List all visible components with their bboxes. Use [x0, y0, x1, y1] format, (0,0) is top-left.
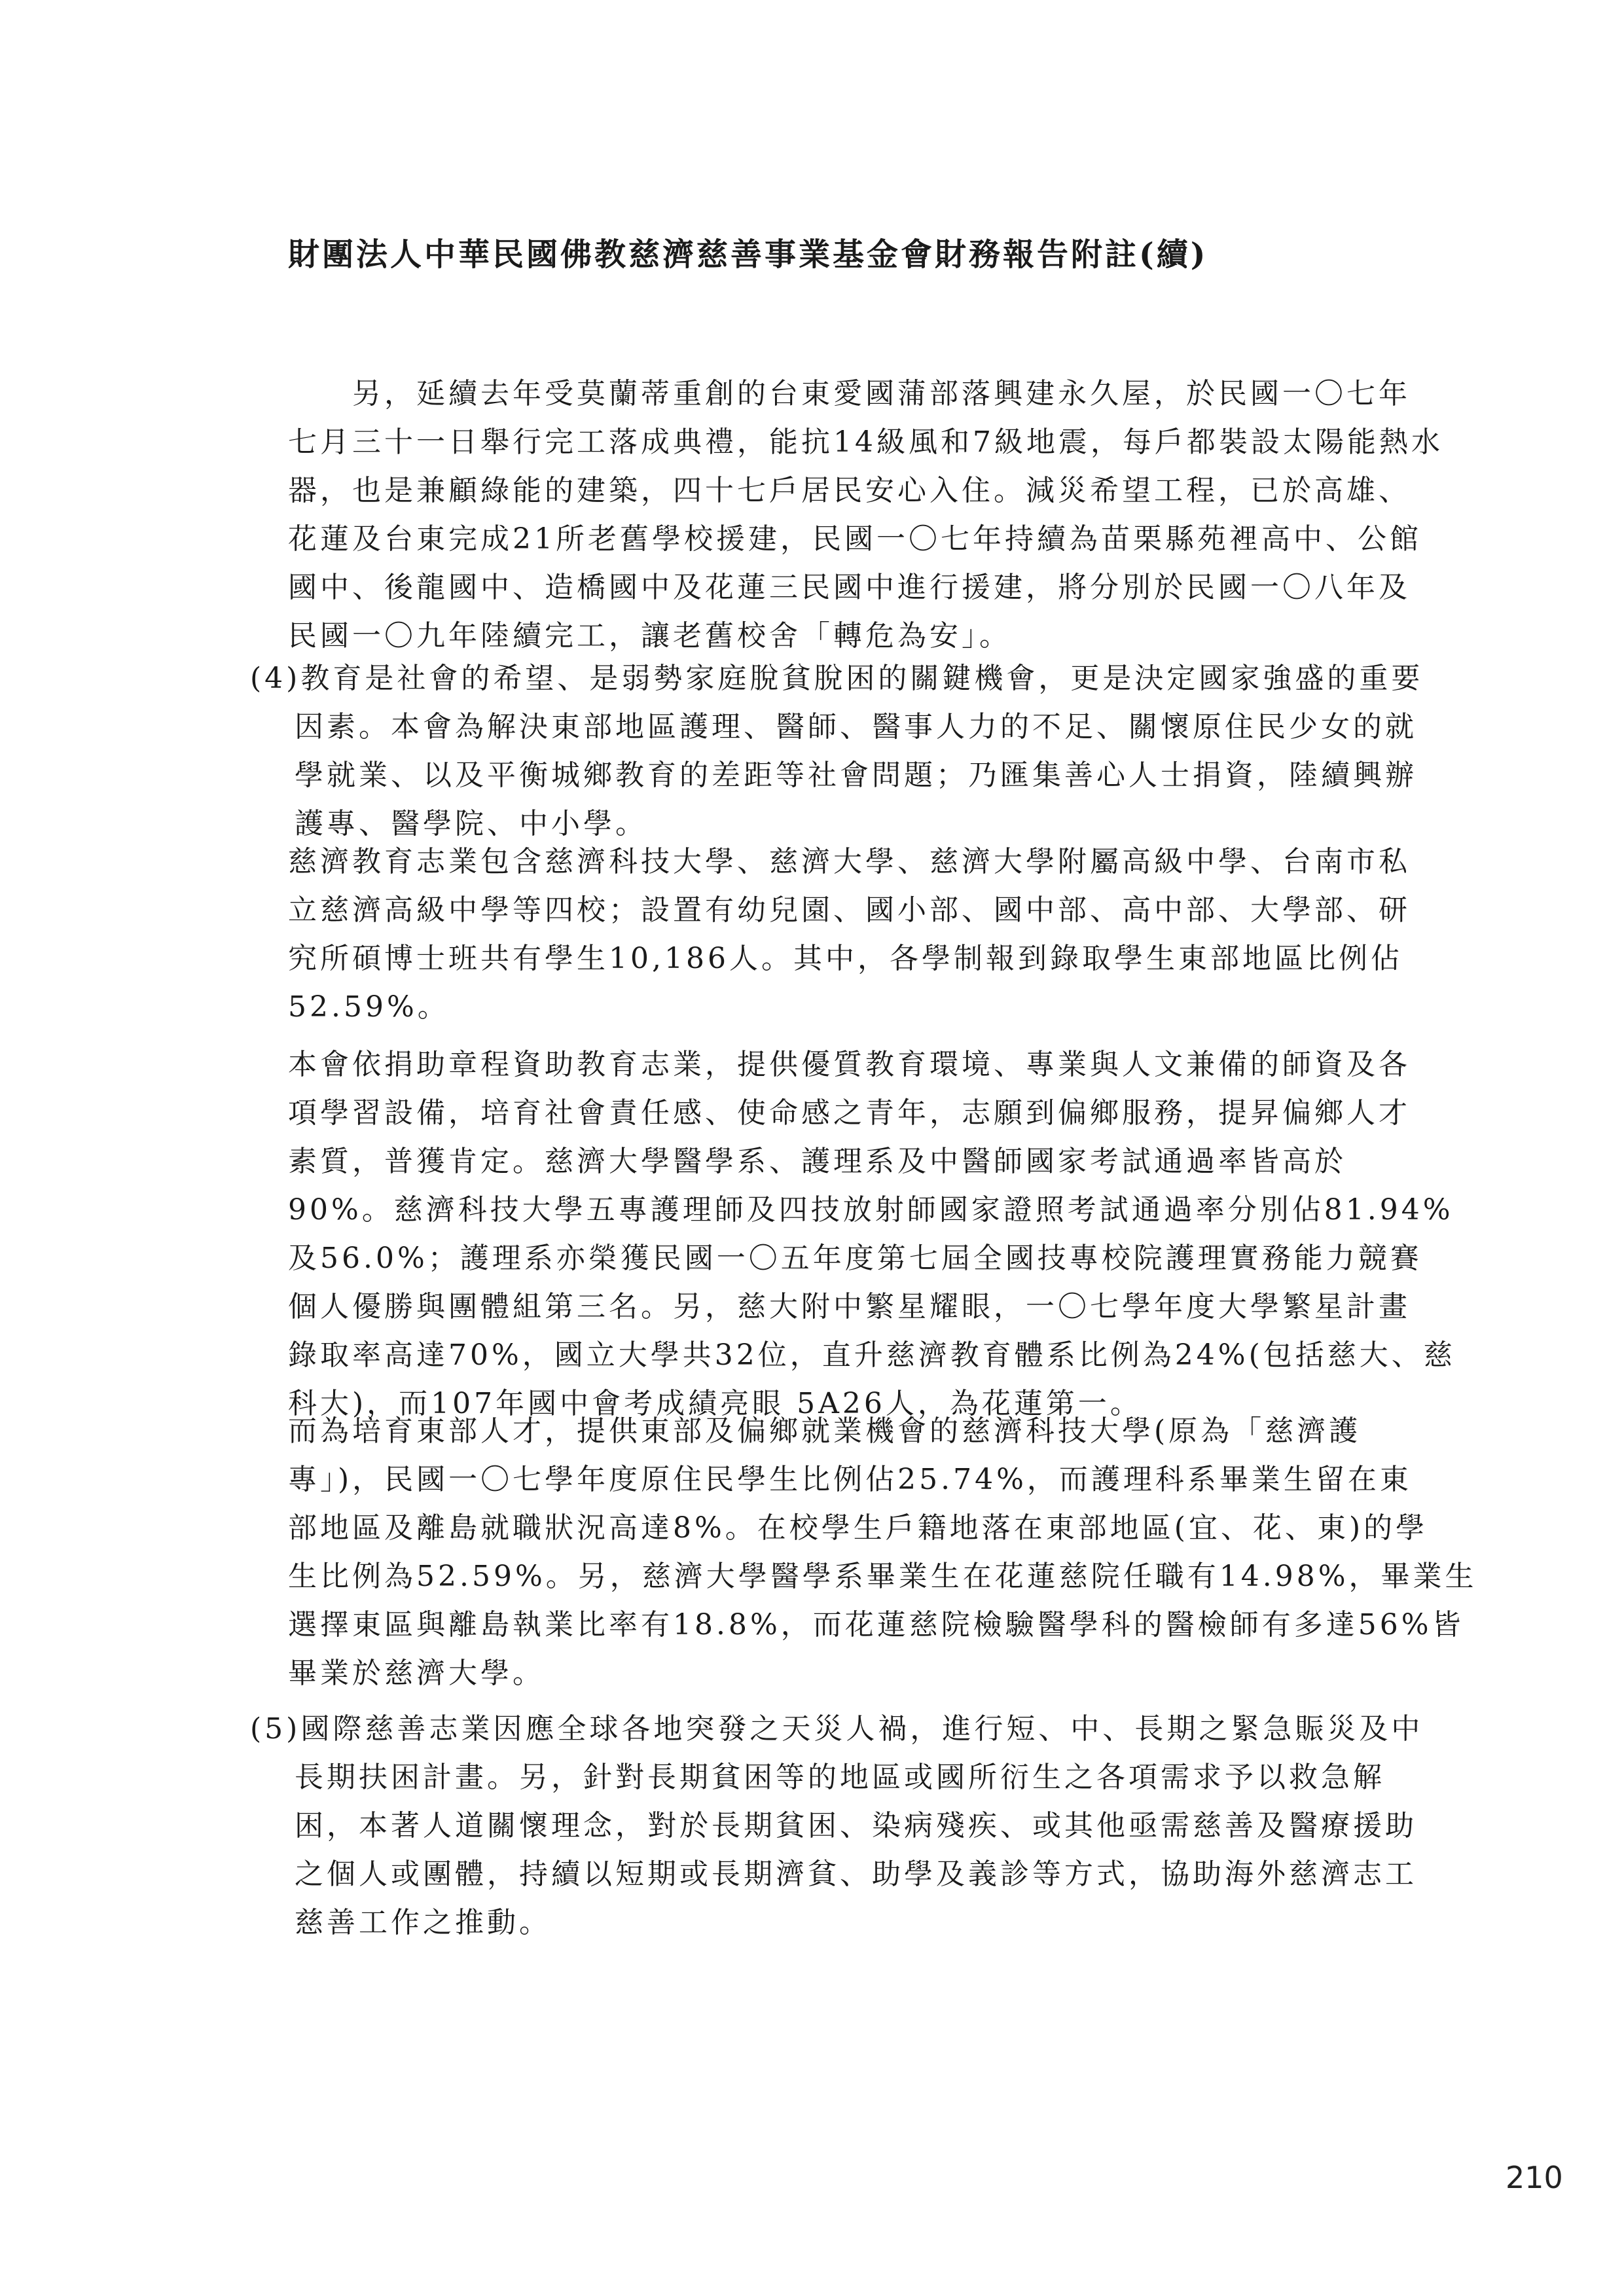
text-line: 民國一〇九年陸續完工，讓老舊校舍「轉危為安」。 — [288, 619, 1011, 653]
paragraph-education-mission — [288, 838, 1411, 1031]
text-line: 長期扶困計畫。另，針對長期貧困等的地區或國所衍生之各項需求予以救急解 — [250, 1761, 1385, 1794]
text-line: 素質，普獲肯定。慈濟大學醫學系、護理系及中醫師國家考試通過率皆高於 — [288, 1145, 1346, 1178]
paragraph-education-funding — [288, 1041, 1456, 1428]
text-line: 52.59%。 — [288, 990, 450, 1024]
text-line: 而為培育東部人才，提供東部及偏鄉就業機會的慈濟科技大學(原為「慈濟護 — [288, 1414, 1362, 1448]
text-line: 學就業、以及平衡城鄉教育的差距等社會問題；乃匯集善心人士捐資，陸續興辦 — [250, 759, 1417, 792]
text-line: 選擇東區與離島執業比率有18.8%，而花蓮慈院檢驗醫學科的醫檢師有多達56%皆 — [288, 1608, 1464, 1641]
text-line: 部地區及離島就職狀況高達8%。在校學生戶籍地落在東部地區(宜、花、東)的學 — [288, 1511, 1428, 1545]
text-line: 及56.0%；護理系亦榮獲民國一〇五年度第七屆全國技專校院護理實務能力競賽 — [288, 1242, 1422, 1275]
paragraph-item-4-education — [250, 655, 1423, 848]
paragraph-relief-project — [288, 370, 1443, 660]
text-line: 錄取率高達70%，國立大學共32位，直升慈濟教育體系比例為24%(包括慈大、慈 — [288, 1338, 1456, 1372]
text-line: 本會依捐助章程資助教育志業，提供優質教育環境、專業與人文兼備的師資及各 — [288, 1048, 1411, 1081]
text-line: 畢業於慈濟大學。 — [288, 1657, 545, 1690]
text-line: 花蓮及台東完成21所老舊學校援建，民國一〇七年持續為苗栗縣苑裡高中、公館 — [288, 522, 1422, 556]
text-line: 專」)，民國一〇七學年度原住民學生比例佔25.74%，而護理科系畢業生留在東 — [288, 1463, 1412, 1496]
text-line: 之個人或團體，持續以短期或長期濟貧、助學及義診等方式，協助海外慈濟志工 — [250, 1857, 1417, 1891]
text-line: 項學習設備，培育社會責任感、使命感之青年，志願到偏鄉服務，提昇偏鄉人才 — [288, 1096, 1411, 1130]
text-line: 器，也是兼顧綠能的建築，四十七戶居民安心入住。減災希望工程，已於高雄、 — [288, 474, 1411, 507]
text-line: 慈濟教育志業包含慈濟科技大學、慈濟大學、慈濟大學附屬高級中學、台南市私 — [288, 845, 1411, 878]
text-line: 護專、醫學院、中小學。 — [250, 807, 647, 840]
text-line: 立慈濟高級中學等四校；設置有幼兒園、國小部、國中部、高中部、大學部、研 — [288, 893, 1411, 927]
text-line: 因素。本會為解決東部地區護理、醫師、醫事人力的不足、關懷原住民少女的就 — [250, 710, 1417, 744]
text-line: 困，本著人道關懷理念，對於長期貧困、染病殘疾、或其他亟需慈善及醫療援助 — [250, 1809, 1417, 1842]
text-line: 個人優勝與團體組第三名。另，慈大附中繁星耀眼，一〇七學年度大學繁星計畫 — [288, 1290, 1411, 1323]
text-line: 究所碩博士班共有學生10,186人。其中，各學制報到錄取學生東部地區比例佔 — [288, 942, 1403, 975]
text-line: 七月三十一日舉行完工落成典禮，能抗14級風和7級地震，每戶都裝設太陽能熱水 — [288, 425, 1443, 459]
text-line: (4)教育是社會的希望、是弱勢家庭脫貧脫困的關鍵機會，更是決定國家強盛的重要 — [250, 662, 1424, 695]
text-line: 90%。慈濟科技大學五專護理師及四技放射師國家證照考試通過率分別佔81.94% — [288, 1193, 1454, 1227]
paragraph-item-5-international — [250, 1705, 1423, 1947]
page-title: 財團法人中華民國佛教慈濟慈善事業基金會財務報告附註(續) — [288, 236, 1208, 273]
text-line: 慈善工作之推動。 — [250, 1906, 551, 1939]
text-line: (5)國際慈善志業因應全球各地突發之天災人禍，進行短、中、長期之緊急賑災及中 — [250, 1712, 1424, 1746]
text-line: 科大)，而107年國中會考成績亮眼 5A26人，為花蓮第一。 — [288, 1387, 1142, 1420]
text-line: 另，延續去年受莫蘭蒂重創的台東愛國蒲部落興建永久屋，於民國一〇七年 — [288, 377, 1411, 410]
text-line: 國中、後龍國中、造橋國中及花蓮三民國中進行援建，將分別於民國一〇八年及 — [288, 571, 1411, 604]
paragraph-eastern-talent — [288, 1407, 1477, 1698]
text-line: 生比例為52.59%。另，慈濟大學醫學系畢業生在花蓮慈院任職有14.98%，畢業生 — [288, 1560, 1477, 1593]
page-number: 210 — [1506, 2160, 1563, 2195]
